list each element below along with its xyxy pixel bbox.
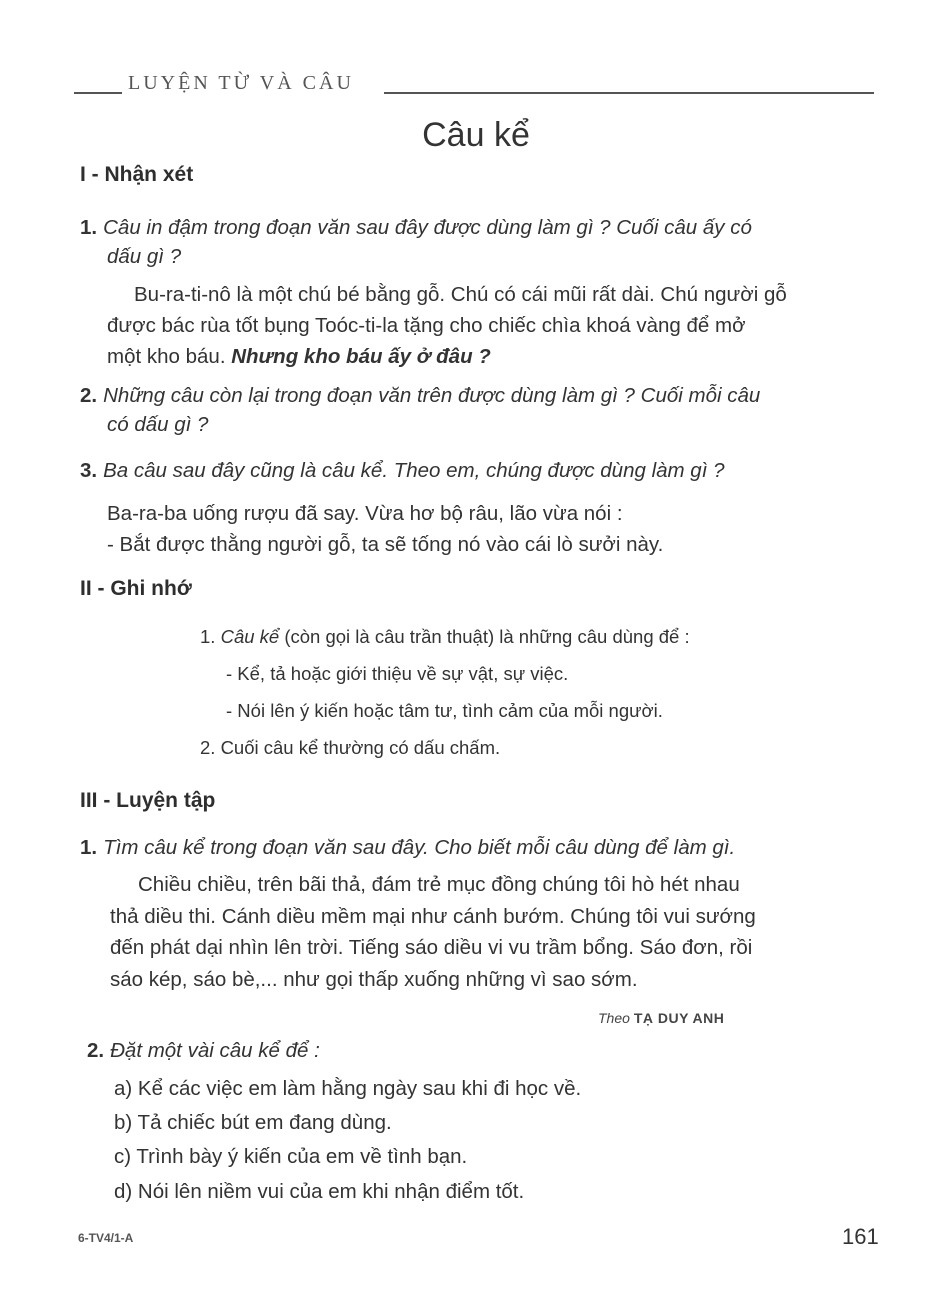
option-d: d) Nói lên niềm vui của em khi nhận điểm tốt. [114,1180,525,1203]
exercise-2-text: Đặt một vài câu kể để : [110,1039,320,1062]
question-1-line1: Câu in đậm trong đoạn văn sau đây được dùng làm gì ? Cuối câu ấy có [103,216,752,239]
page-number: 161 [842,1224,879,1249]
exercise-1 [80,833,880,862]
header-rule-right [384,92,874,94]
memo-item-2: 2. Cuối câu kể thường có dấu chấm. [200,737,501,758]
heading-nhan-xet: I - Nhận xét [80,163,194,186]
lesson-title [0,116,952,155]
option-b: b) Tả chiếc bút em đang dùng. [114,1111,392,1134]
memo-item-1 [200,618,840,655]
passage-3-line2: - Bắt được thằng người gỗ, ta sẽ tống nó vào cái lò sưởi này. [107,533,664,556]
memo-block [200,618,840,766]
question-2-line2: có dấu gì ? [107,413,209,436]
source-prefix: Theo [598,1010,630,1026]
passage-1-line1: Bu-ra-ti-nô là một chú bé bằng gỗ. Chú có cái mũi rất dài. Chú người gỗ [134,283,787,306]
question-1-number: 1. [80,216,98,239]
memo-bullet-2: - Nói lên ý kiến hoặc tâm tư, tình cảm của mỗi người. [226,700,663,721]
passage-3 [107,498,887,560]
option-c: c) Trình bày ý kiến của em về tình bạn. [114,1145,468,1168]
question-1-line2: dấu gì ? [107,245,182,268]
memo-term: Câu kể [220,626,280,647]
passage-line-2: thả diều thi. Cánh diều mềm mại như cánh bướm. Chúng tôi vui sướng [110,904,756,928]
question-2-line1: Những câu còn lại trong đoạn văn trên được dùng làm gì ? Cuối mỗi câu [103,384,761,407]
exercise-1-text: Tìm câu kể trong đoạn văn sau đây. Cho biết mỗi câu dùng để làm gì. [103,836,736,859]
header-rule-left [74,92,122,94]
question-3-line1: Ba câu sau đây cũng là câu kể. Theo em, chúng được dùng làm gì ? [103,459,725,482]
source-author: TẠ DUY ANH [633,1010,725,1026]
passage-line-3: đến phát dại nhìn lên trời. Tiếng sáo diều vi vu trầm bổng. Sáo đơn, rồi [110,936,753,959]
question-3-number: 3. [80,459,98,482]
passage-1-line2: được bác rùa tốt bụng Toóc-ti-la tặng cho chiếc chìa khoá vàng để mở [107,314,746,337]
source-citation [598,1010,724,1026]
memo-item-1-number: 1. [200,626,216,647]
memo-bullet-1: - Kể, tả hoặc giới thiệu về sự vật, sự việc. [226,663,569,684]
exercise-1-passage [110,869,890,995]
passage-1-line3 [107,341,887,372]
bold-sentence: Nhưng kho báu ấy ở đâu ? [231,345,491,368]
question-2-number: 2. [80,384,98,407]
passage-line-4: sáo kép, sáo bè,... như gọi thấp xuống những vì sao sớm. [110,967,638,991]
heading-ghi-nho: II - Ghi nhớ [80,577,192,600]
passage-1 [107,279,887,372]
exercise-2-number: 2. [87,1039,105,1062]
passage-line-1: Chiều chiều, trên bãi thả, đám trẻ mục đồng chúng tôi hò hét nhau [138,873,740,896]
heading-luyen-tap: III - Luyện tập [80,789,216,812]
memo-item-1-text: (còn gọi là câu trần thuật) là những câu dùng để : [284,626,690,647]
section-header: LUYỆN TỪ VÀ CÂU [128,72,354,94]
footer-code: 6-TV4/1-A [78,1231,134,1245]
question-1 [80,213,880,271]
passage-1-line3-plain: một kho báu. [107,345,226,368]
option-a: a) Kể các việc em làm hằng ngày sau khi đi học về. [114,1077,582,1100]
exercise-2 [87,1036,887,1065]
question-3 [80,456,880,485]
question-2 [80,381,880,439]
passage-3-line1: Ba-ra-ba uống rượu đã say. Vừa hơ bộ râu, lão vừa nói : [107,502,623,525]
exercise-1-number: 1. [80,836,98,859]
lesson-title-text: Câu kể [422,116,530,154]
